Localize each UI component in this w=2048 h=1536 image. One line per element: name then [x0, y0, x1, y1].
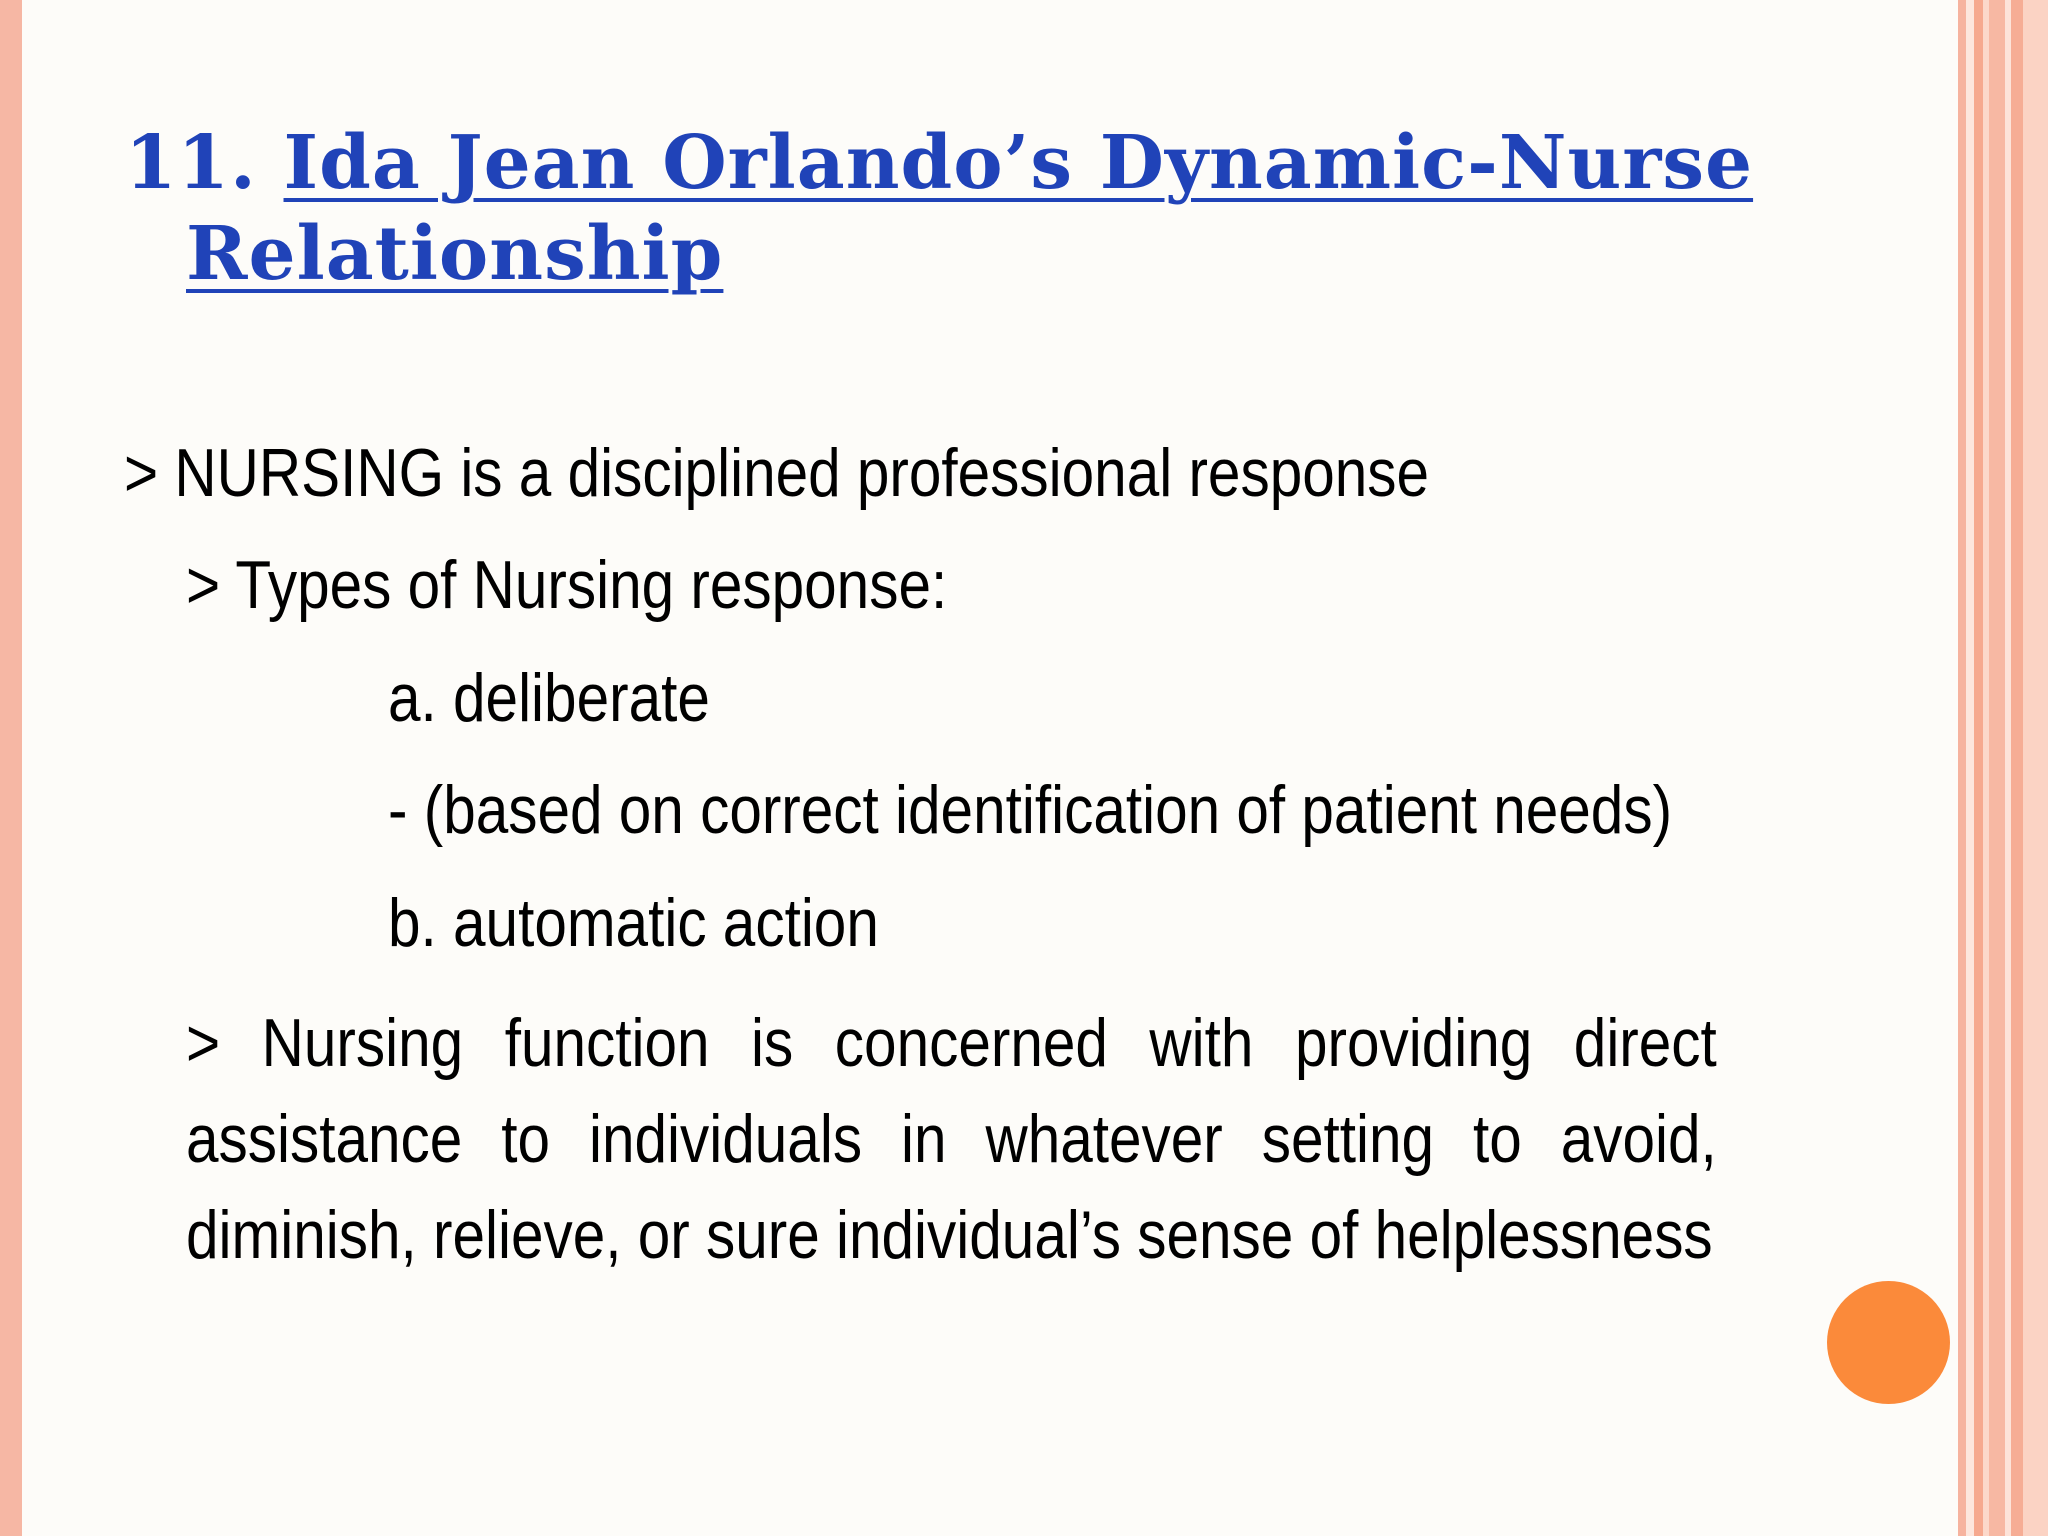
- title-heading-link[interactable]: Ida Jean Orlando’s Dynamic-Nurse: [283, 120, 1754, 206]
- right-border-stripe: [1989, 0, 2005, 1536]
- nursing-function-paragraph: > Nursing function is concerned with providing direct assistance to individuals in whatever setting to avoid, diminish, relieve, or sure individual’s sense of helplessness: [186, 1005, 1717, 1273]
- type-b-item: b. automatic action: [388, 885, 879, 961]
- right-border-stripe: [2011, 0, 2023, 1536]
- type-a-item: a. deliberate: [388, 660, 710, 736]
- title-number: 11.: [125, 120, 257, 206]
- right-border-stripe: [1974, 0, 1983, 1536]
- right-border-stripe: [1966, 0, 1974, 1536]
- nursing-definition-line: > NURSING is a disciplined professional response: [124, 435, 1430, 511]
- type-a-note: - (based on correct identification of patient needs): [388, 772, 1673, 848]
- slide-title: [125, 118, 1765, 209]
- types-heading-line: > Types of Nursing response:: [186, 547, 948, 623]
- left-border-stripe: [0, 0, 22, 1536]
- right-border-stripe: [2023, 0, 2048, 1536]
- orange-circle-decoration: [1827, 1281, 1950, 1404]
- title-heading-link-continued[interactable]: Relationship: [186, 211, 724, 297]
- right-border-stripe: [1958, 0, 1966, 1536]
